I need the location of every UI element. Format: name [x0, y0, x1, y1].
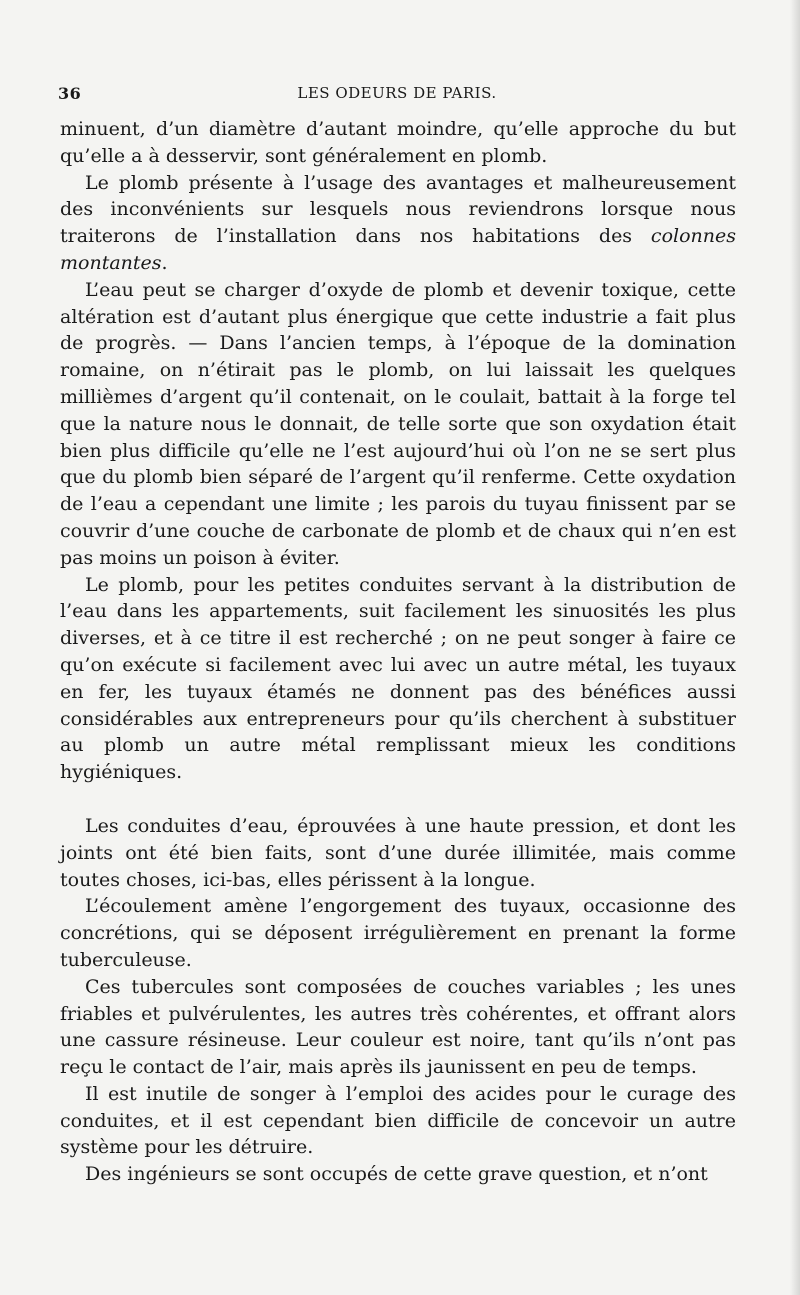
paragraph	[60, 170, 736, 277]
paragraph: Des ingénieurs se sont occupés de cette grave question, et n’ont	[85, 1163, 708, 1186]
paragraph: Le plomb, pour les petites conduites servant à la distribution de l’eau dans les appartements, suit facilement les sinuosités les plus diverses, et à ce titre il est recherché ; on ne peut songer à faire ce qu’on exécute si facilement avec lui avec un autre métal, les tuyaux en fer, les tuyaux étamés ne donnent pas des bénéfices aussi considérables aux entrepreneurs pour qu’ils cherchent à substituer au plomb un autre métal remplissant mieux les conditions hygiéniques.	[60, 573, 736, 784]
page-header	[58, 84, 736, 108]
paragraph: minuent, d’un diamètre d’autant moindre, qu’elle approche du but qu’elle a à desservir, sont généralement en plomb.	[60, 118, 736, 167]
paragraph: Il est inutile de songer à l’emploi des acides pour le curage des conduites, et il est cependant bien difficile de concevoir un autre système pour les détruire.	[60, 1082, 736, 1159]
paragraph: Les conduites d’eau, éprouvées à une haute pression, et dont les joints ont été bien faits, sont d’une durée illimitée, mais comme toutes choses, ici-bas, elles périssent à la longue.	[60, 814, 736, 891]
paragraph-text: Le plomb présente à l’usage des avantages et malheureusement des inconvénients sur lesquels nous reviendrons lorsque nous traiterons de l’installation dans nos habitations des	[60, 171, 736, 248]
paragraph: L’eau peut se charger d’oxyde de plomb et devenir toxique, cette altération est d’autant plus énergique que cette industrie a fait plus de progrès. — Dans l’ancien temps, à l’époque de la domination romaine, on n’étirait pas le plomb, on lui laissait les quelques millièmes d’argent qu’il contenait, on le coulait, battait à la forge tel que la nature nous le donnait, de telle sorte que son oxydation était bien plus difficile qu’elle ne l’est aujourd’hui où l’on ne se sert plus que du plomb bien séparé de l’argent qu’il renferme. Cette oxydation de l’eau a cependant une limite ; les parois du tuyau finissent par se couvrir d’une couche de carbonate de plomb et de chaux qui n’en est pas moins un poison à éviter.	[60, 278, 736, 569]
paragraph: Ces tubercules sont composées de couches variables ; les unes friables et pulvérulentes, les autres très cohérentes, et offrant alors une cassure résineuse. Leur couleur est noire, tant qu’ils n’ont pas reçu le contact de l’air, mais après ils jaunissent en peu de temps.	[60, 975, 736, 1079]
running-title: LES ODEURS DE PARIS.	[297, 84, 497, 102]
italic-term: colonnes montantes	[60, 225, 736, 274]
body-text	[60, 116, 736, 1188]
paragraph: L’écoulement amène l’engorgement des tuyaux, occasionne des concrétions, qui se déposent irrégulièrement en prenant la forme tuberculeuse.	[60, 895, 736, 971]
paragraph-text: .	[161, 251, 168, 274]
page-number: 36	[58, 84, 82, 103]
